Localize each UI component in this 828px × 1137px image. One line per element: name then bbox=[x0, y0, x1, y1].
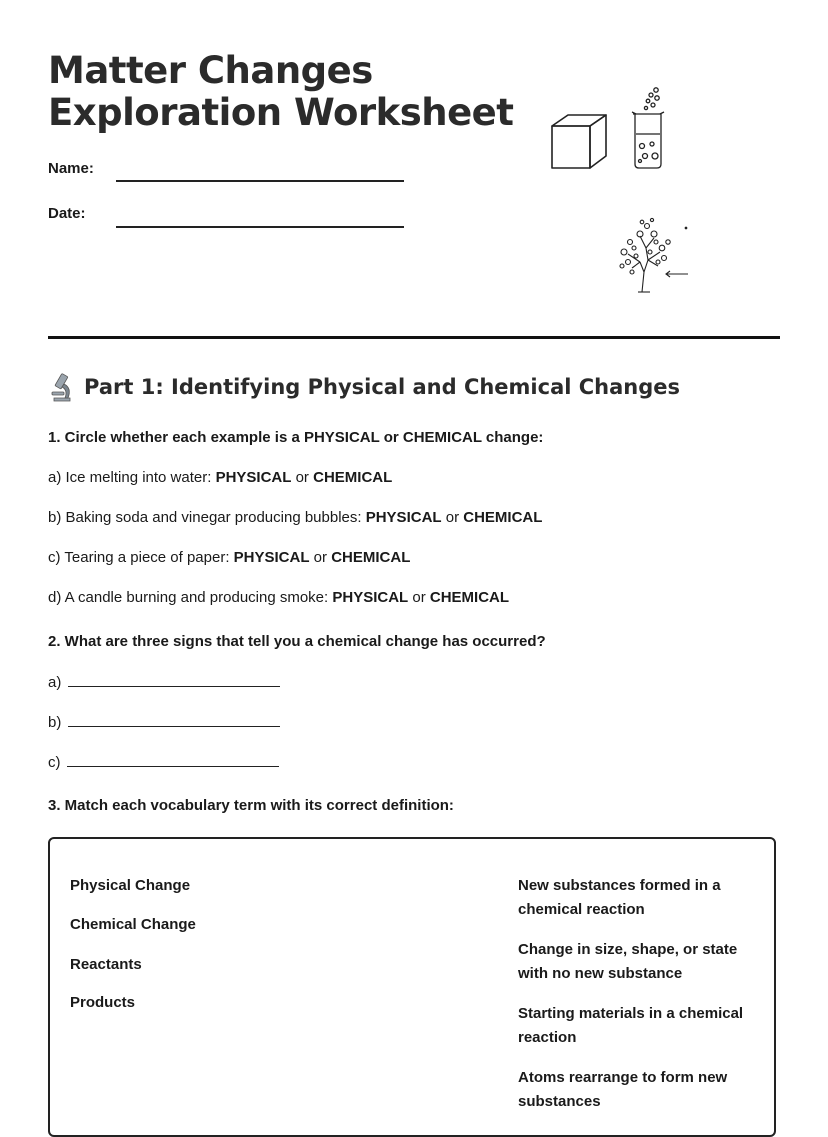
answer-line[interactable] bbox=[68, 714, 280, 727]
worksheet-title bbox=[48, 50, 513, 134]
definition-1[interactable]: New substances formed in a chemical reaction bbox=[518, 877, 721, 918]
title-line-2: Exploration Worksheet bbox=[48, 91, 514, 134]
question-1-prompt: 1. Circle whether each example is a PHYSICAL or CHEMICAL change: bbox=[48, 429, 544, 446]
q1-item-a: a) Ice melting into water: PHYSICAL or CHEMICAL bbox=[48, 469, 393, 486]
name-label: Name: bbox=[48, 160, 94, 177]
answer-line[interactable] bbox=[67, 754, 279, 767]
q1b-option-chemical[interactable]: CHEMICAL bbox=[463, 509, 543, 526]
section-divider bbox=[48, 336, 780, 339]
microscope-icon bbox=[48, 372, 76, 402]
q1d-option-physical[interactable]: PHYSICAL bbox=[332, 589, 409, 606]
date-label: Date: bbox=[48, 205, 86, 222]
beaker-icon bbox=[628, 86, 666, 172]
q1-item-b: b) Baking soda and vinegar producing bubbles: PHYSICAL or CHEMICAL bbox=[48, 509, 543, 526]
part1-heading bbox=[48, 372, 680, 402]
tree-icon bbox=[610, 212, 692, 294]
q1a-option-physical[interactable]: PHYSICAL bbox=[215, 469, 292, 486]
definition-2[interactable]: Change in size, shape, or state with no new substance bbox=[518, 941, 738, 982]
cube-icon bbox=[548, 112, 610, 172]
q1c-option-physical[interactable]: PHYSICAL bbox=[233, 549, 310, 566]
term-physical-change[interactable]: Physical Change bbox=[70, 877, 191, 894]
q1a-option-chemical[interactable]: CHEMICAL bbox=[313, 469, 393, 486]
matching-box bbox=[48, 837, 776, 1137]
name-field[interactable] bbox=[116, 180, 404, 182]
definition-4[interactable]: Atoms rearrange to form new substances bbox=[518, 1069, 728, 1110]
date-field[interactable] bbox=[116, 226, 404, 228]
definition-3[interactable]: Starting materials in a chemical reaction bbox=[518, 1005, 744, 1046]
question-3-prompt: 3. Match each vocabulary term with its correct definition: bbox=[48, 797, 454, 814]
term-products[interactable]: Products bbox=[70, 994, 136, 1011]
q1c-option-chemical[interactable]: CHEMICAL bbox=[331, 549, 411, 566]
term-chemical-change[interactable]: Chemical Change bbox=[70, 916, 196, 933]
answer-line[interactable] bbox=[68, 674, 280, 687]
q1d-option-chemical[interactable]: CHEMICAL bbox=[429, 589, 510, 606]
q2-blank-b[interactable]: b) bbox=[48, 714, 280, 731]
part1-heading-text: Part 1: Identifying Physical and Chemical Changes bbox=[84, 375, 681, 399]
question-2-prompt: 2. What are three signs that tell you a chemical change has occurred? bbox=[48, 633, 546, 650]
term-reactants[interactable]: Reactants bbox=[70, 956, 142, 973]
q2-blank-c[interactable]: c) bbox=[48, 754, 279, 771]
q2-blank-a[interactable]: a) bbox=[48, 674, 280, 691]
q1b-option-physical[interactable]: PHYSICAL bbox=[365, 509, 442, 526]
q1-item-d: d) A candle burning and producing smoke: PHYSICAL or CHEMICAL bbox=[48, 589, 510, 606]
q1-item-c: c) Tearing a piece of paper: PHYSICAL or CHEMICAL bbox=[48, 549, 411, 566]
title-line-1: Matter Changes bbox=[48, 49, 373, 92]
